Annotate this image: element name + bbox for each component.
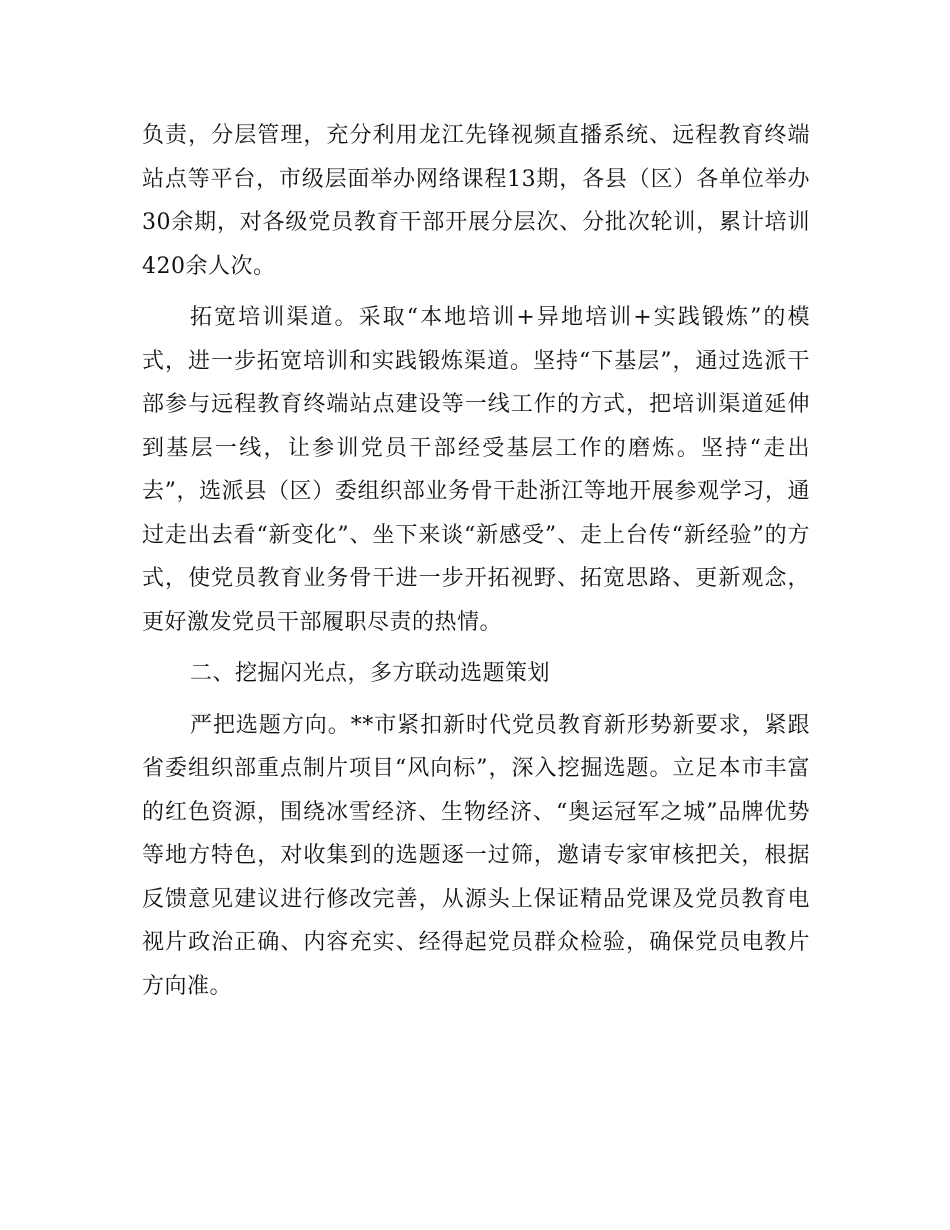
document-page	[142, 114, 810, 1016]
paragraph-topic-direction: 严把选题方向。**市紧扣新时代党员教育新形势新要求，紧跟省委组织部重点制片项目“风向标”，深入挖掘选题。立足本市丰富的红色资源，围绕冰雪经济、生物经济、“奥运冠军之城”品牌优势等地方特色，对收集到的选题逐一过筛，邀请专家审核把关，根据反馈意见建议进行修改完善，从源头上保证精品党课及党员教育电视片政治正确、内容充实、经得起党员群众检验，确保党员电教片方向准。	[142, 712, 810, 999]
paragraph-continuation: 负责，分层管理，充分利用龙江先锋视频直播系统、远程教育终端站点等平台，市级层面举办网络课程13期，各县（区）各单位举办30余期，对各级党员教育干部开展分层次、分批次轮训，累计培训420余人次。	[142, 123, 810, 279]
section-heading: 二、挖掘闪光点，多方联动选题策划	[190, 661, 551, 686]
paragraph-broaden-training-channels: 拓宽培训渠道。采取“本地培训+异地培训+实践锻炼”的模式，进一步拓宽培训和实践锻炼渠道。坚持“下基层”，通过选派干部参与远程教育终端站点建设等一线工作的方式，把培训渠道延伸到基层一线，让参训党员干部经受基层工作的磨炼。坚持“走出去”，选派县（区）委组织部业务骨干赴浙江等地开展参观学习，通过走出去看“新变化”、坐下来谈“新感受”、走上台传“新经验”的方式，使党员教育业务骨干进一步开拓视野、拓宽思路、更新观念，更好激发党员干部履职尽责的热情。	[142, 305, 811, 635]
